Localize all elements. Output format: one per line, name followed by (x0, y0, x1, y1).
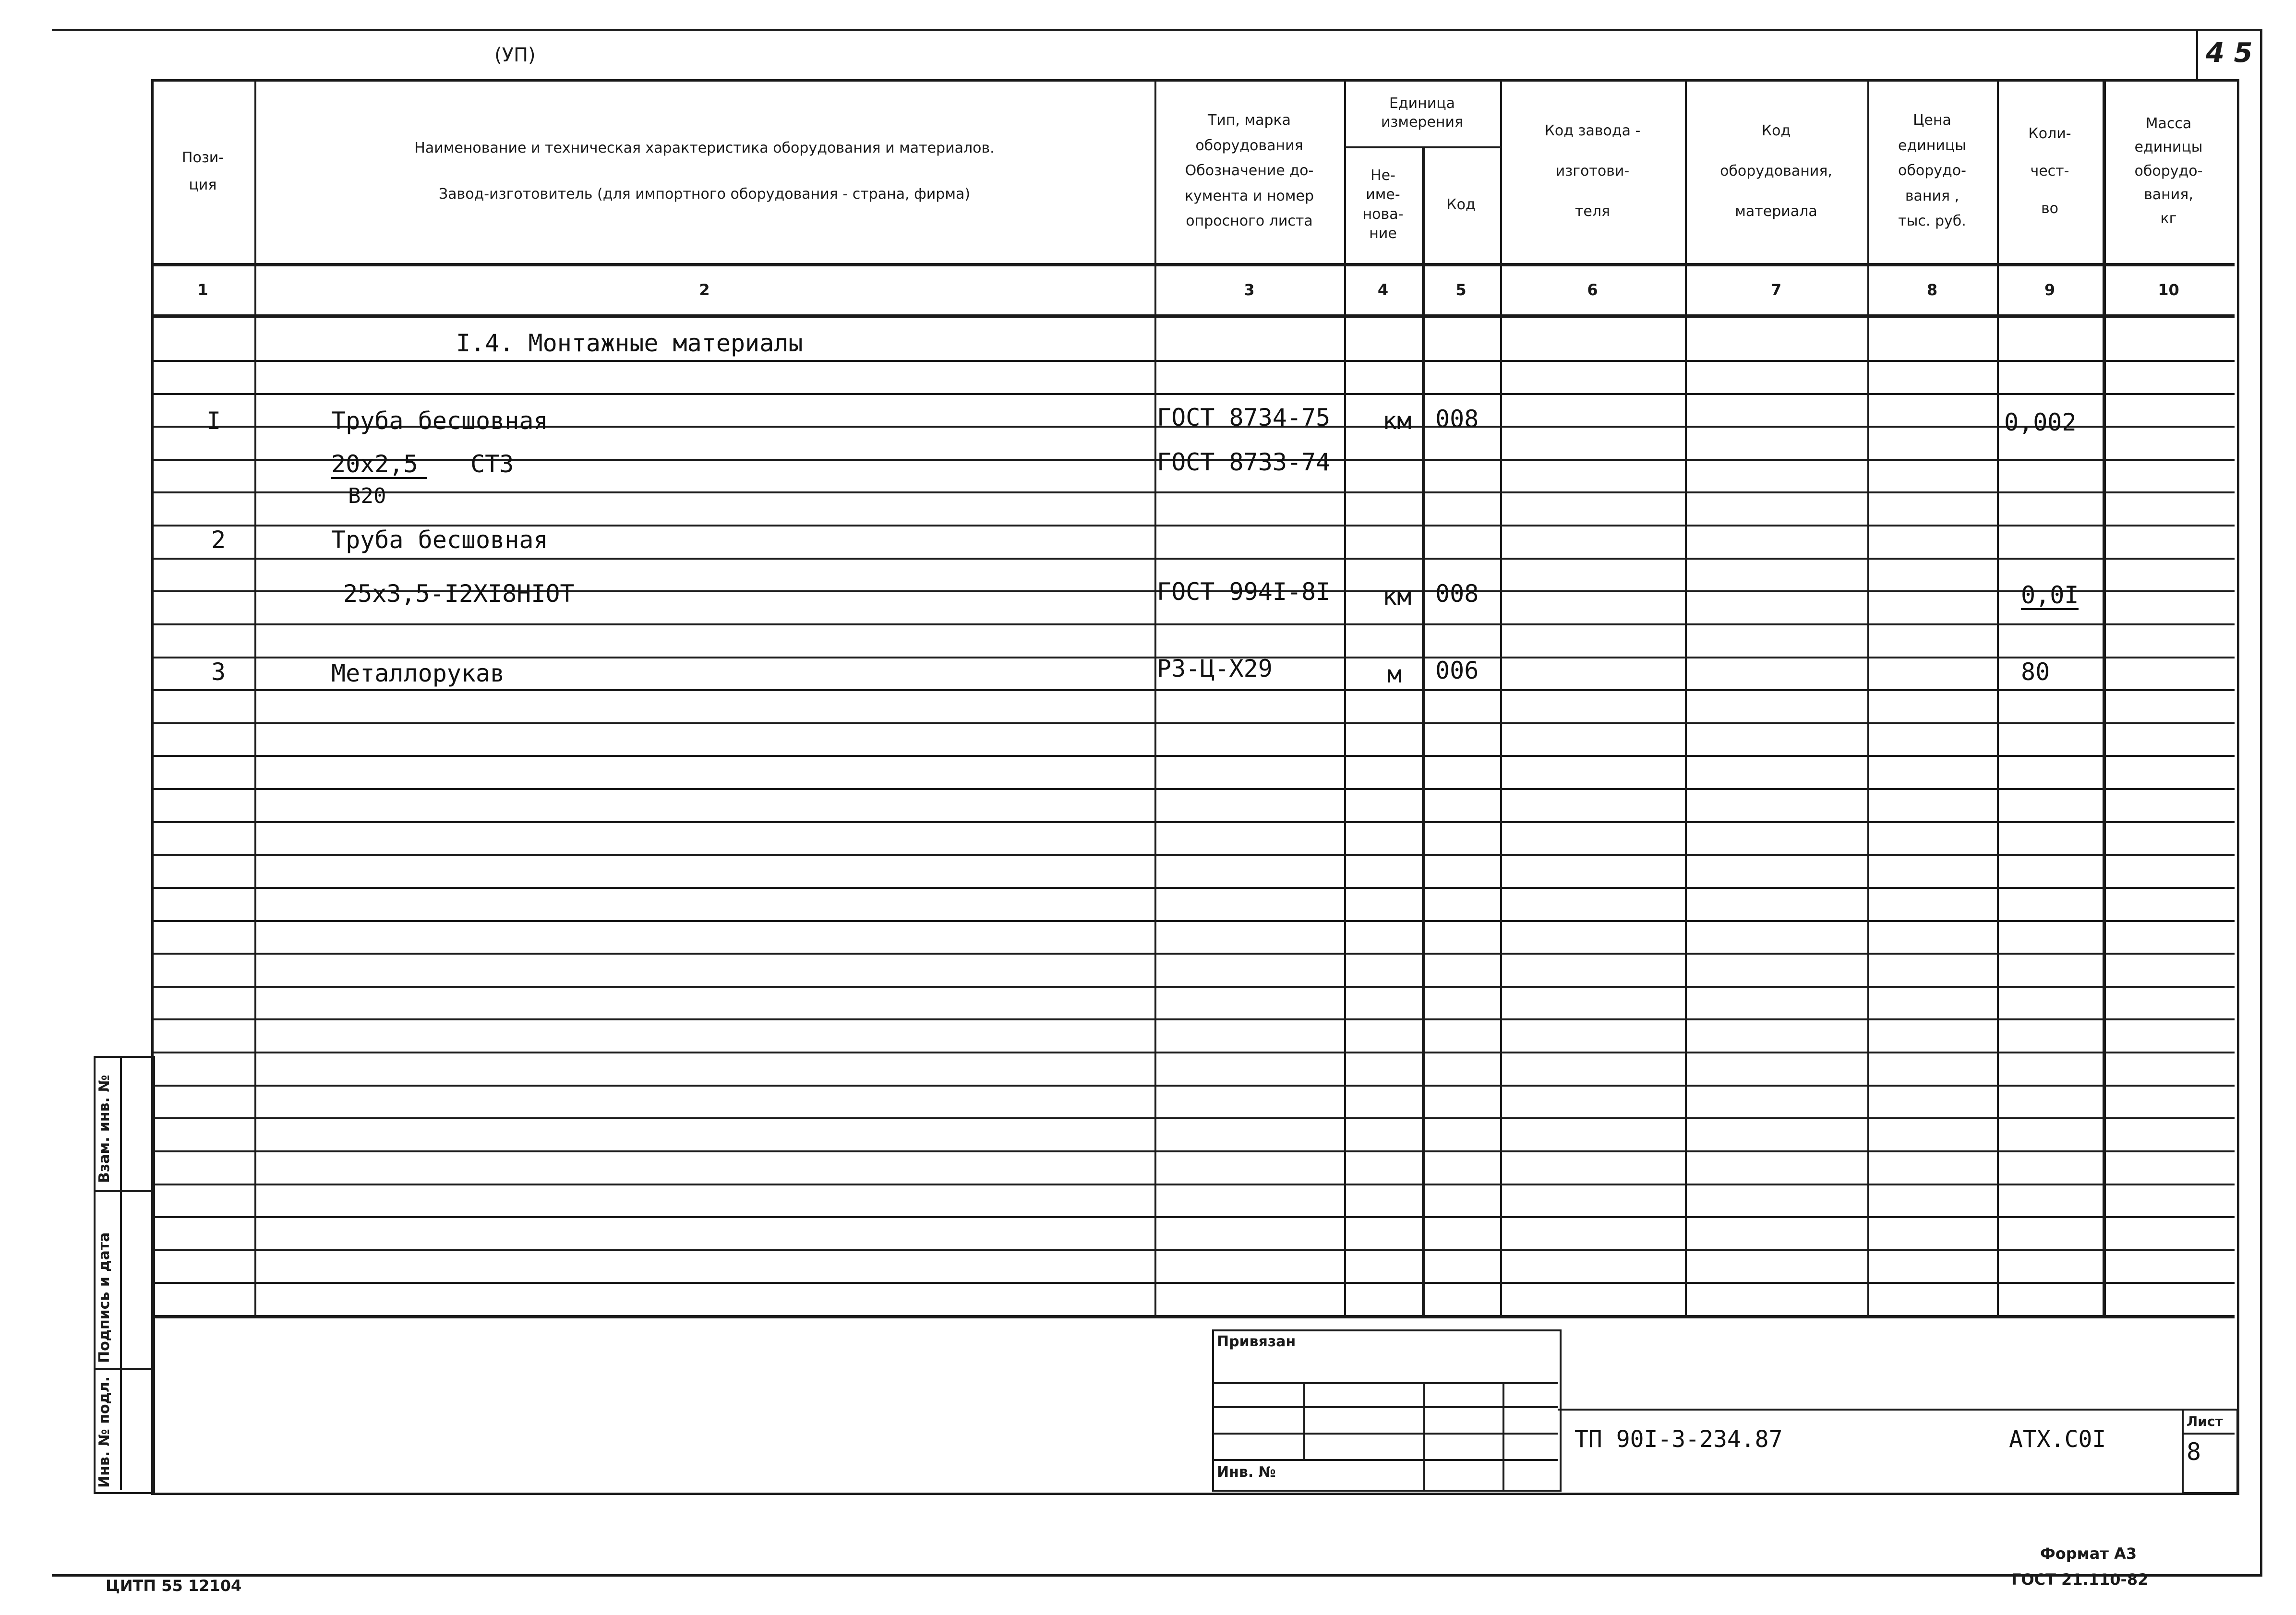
list-number: 8 (2187, 1438, 2201, 1466)
colnum-8: 8 (1926, 280, 1938, 299)
row3-name: Металлорукав (331, 659, 505, 687)
row3-quantity: 80 (2021, 658, 2050, 686)
footer-format: Формат А3 (2040, 1544, 2137, 1563)
privyazan-line-1 (1212, 1382, 1558, 1384)
row1-position: I (206, 407, 221, 435)
footer-gost: ГОСТ 21.110-82 (2011, 1570, 2149, 1589)
header-unit: Единица измерения (1381, 95, 1464, 131)
colnum-1: 1 (197, 280, 208, 299)
row2b-unit: км (1382, 583, 1412, 610)
table-row (151, 854, 2235, 856)
table-row (151, 491, 2235, 493)
header-quantity: Коли- чест- во (2028, 125, 2071, 217)
table-row (151, 1249, 2235, 1251)
data-bottom-line (151, 1315, 2235, 1318)
colnum-2: 2 (699, 280, 710, 299)
table-row (151, 558, 2235, 560)
frame-top-line (52, 29, 2260, 31)
sheet-mark-divider (2196, 29, 2198, 79)
privyazan-col-1 (1303, 1382, 1305, 1459)
table-row (151, 920, 2235, 922)
side-stamp-vzam: Взам. инв. № (96, 1075, 113, 1183)
header-name: Наименование и техническая характеристика оборудования и материалов. Завод-изготовитель (для импортного оборудования - страна, фирма) (414, 139, 995, 203)
table-row (151, 821, 2235, 823)
row1c-grade: В20 (348, 484, 386, 508)
colnum-5: 5 (1455, 280, 1467, 299)
side-stamp-line-1 (94, 1190, 151, 1192)
table-row (151, 1052, 2235, 1053)
table-row (151, 1216, 2235, 1218)
footer-left: ЦИТП 55 12104 (106, 1577, 242, 1595)
row2b-quantity: 0,0I (2021, 581, 2079, 609)
table-row (151, 689, 2235, 691)
side-stamp-podpis: Подпись и дата (96, 1232, 113, 1363)
row2b-doc: ГОСТ 994I-8I (1157, 578, 1331, 606)
side-stamp-divider (120, 1056, 122, 1490)
document-code: АТХ.С0I (2009, 1426, 2106, 1453)
header-position: Пози- ция (181, 149, 224, 193)
header-factory-code: Код завода - изготови- теля (1544, 122, 1641, 220)
colnum-9: 9 (2044, 280, 2056, 299)
list-box-line (2182, 1433, 2235, 1435)
row1b-doc: ГОСТ 8733-74 (1157, 448, 1331, 476)
row1b-steel: СТ3 (470, 450, 514, 478)
row3-unit: м (1387, 660, 1402, 688)
table-row (151, 1184, 2235, 1185)
list-label: Лист (2187, 1413, 2223, 1429)
row1-doc: ГОСТ 8734-75 (1157, 404, 1331, 431)
table-row (151, 393, 2235, 395)
row2b-code: 008 (1435, 580, 1479, 608)
row1-code: 008 (1435, 405, 1479, 433)
table-row (151, 788, 2235, 790)
header-type: Тип, марка оборудования Обозначение до- кумента и номер опросного листа (1184, 112, 1314, 230)
section-title: I.4. Монтажные материалы (456, 329, 803, 357)
table-row (151, 360, 2235, 362)
project-code: ТП 90I-3-234.87 (1575, 1426, 1783, 1453)
colnum-10: 10 (2158, 280, 2179, 299)
sheet-mark: 4 5 (2206, 37, 2253, 69)
table-row (151, 722, 2235, 724)
col-line-4 (1422, 146, 1425, 1317)
table-row (151, 623, 2235, 625)
side-stamp-line-2 (94, 1368, 151, 1370)
table-row (151, 1018, 2235, 1020)
header-unit-name: Не- име- нова- ние (1362, 167, 1404, 242)
row1b-size: 20х2,5 (331, 452, 427, 479)
privyazan-line-4 (1212, 1459, 1558, 1461)
table-row (151, 986, 2235, 988)
table-row (151, 1150, 2235, 1152)
table-row (151, 953, 2235, 955)
privyazan-col-2 (1423, 1382, 1425, 1490)
row2-position: 2 (211, 526, 226, 554)
table-row (151, 1282, 2235, 1284)
corner-code: (УП) (494, 44, 536, 66)
title-block-top-line (1558, 1409, 2235, 1411)
row3-code: 006 (1435, 657, 1479, 684)
header-price: Цена единицы оборудо- вания , тыс. руб. (1898, 112, 1966, 230)
colnum-3: 3 (1244, 280, 1255, 299)
row3-doc: Р3-Ц-Х29 (1157, 655, 1273, 682)
inv-no-label: Инв. № (1217, 1464, 1276, 1481)
row2b-size: 25х3,5-I2XI8HIOT (343, 580, 575, 608)
colnum-4: 4 (1377, 280, 1389, 299)
row1-unit: км (1382, 407, 1412, 435)
colnum-7: 7 (1770, 280, 1782, 299)
colnum-bottom-line (151, 314, 2235, 318)
header-mass: Масса единицы оборудо- вания, кг (2134, 115, 2203, 227)
row3-position: 3 (211, 658, 226, 686)
row1-quantity: 0,002 (2004, 408, 2077, 436)
privyazan-line-2 (1212, 1406, 1558, 1408)
privyazan-label: Привязан (1217, 1333, 1296, 1350)
privyazan-col-3 (1503, 1382, 1504, 1490)
table-row (151, 1085, 2235, 1087)
side-stamp-inv: Инв. № подл. (96, 1376, 113, 1488)
table-row (151, 887, 2235, 889)
colnum-6: 6 (1587, 280, 1598, 299)
table-row (151, 1117, 2235, 1119)
row2-name: Труба бесшовная (331, 526, 548, 554)
privyazan-line-3 (1212, 1433, 1558, 1435)
row1-name: Труба бесшовная (331, 407, 548, 435)
header-unit-code: Код (1446, 196, 1476, 213)
header-equipment-code: Код оборудования, материала (1720, 122, 1832, 220)
table-row (151, 755, 2235, 757)
